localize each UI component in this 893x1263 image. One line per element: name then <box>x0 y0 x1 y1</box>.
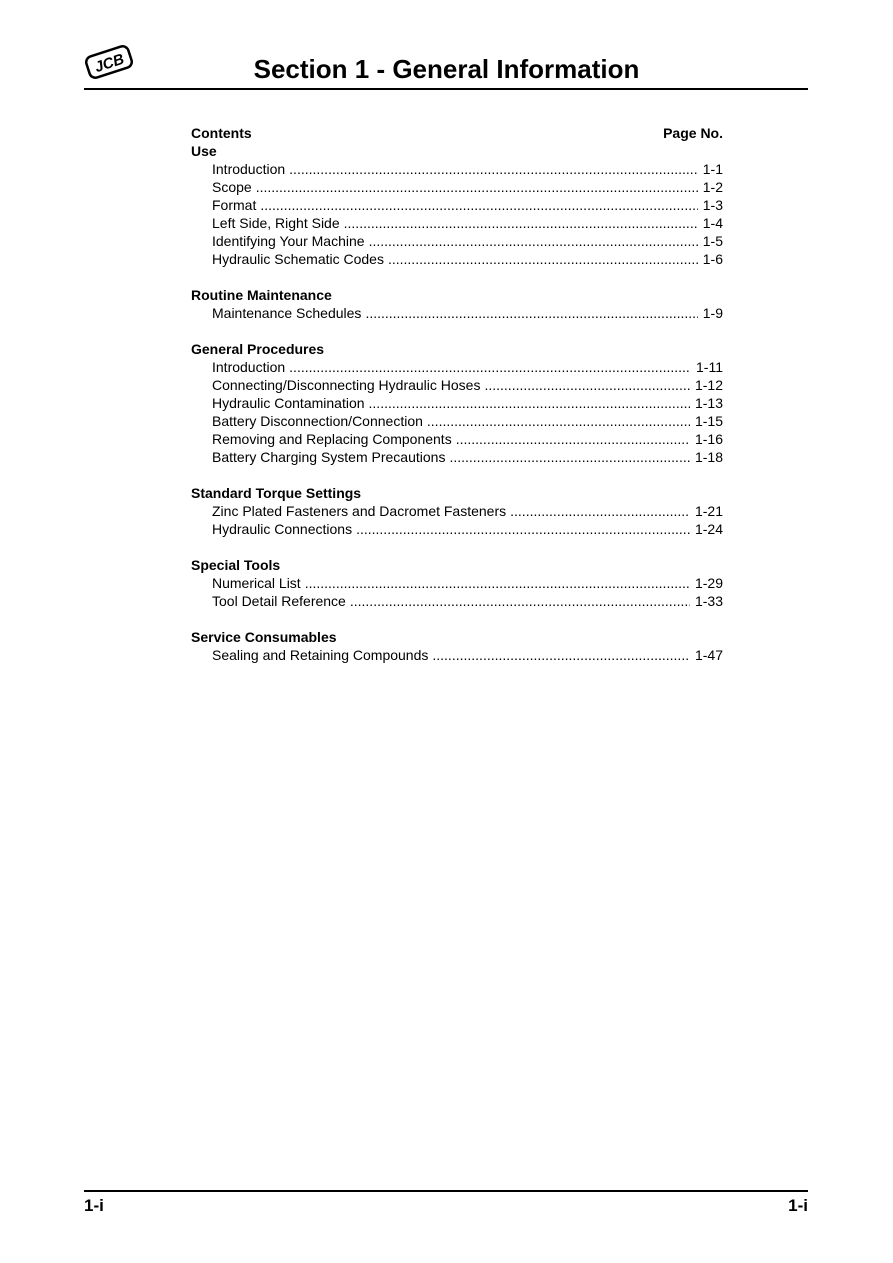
toc-section <box>191 628 723 664</box>
toc-entry[interactable] <box>191 214 723 232</box>
toc-entry-label: Hydraulic Schematic Codes <box>212 251 384 267</box>
toc-entry-label: Left Side, Right Side <box>212 215 340 231</box>
toc-section-title: Standard Torque Settings <box>191 485 362 501</box>
toc-section <box>191 556 723 610</box>
toc-entry-label: Hydraulic Contamination <box>212 395 365 411</box>
toc-entry-page: 1-33 <box>694 593 723 609</box>
toc-entry-label: Connecting/Disconnecting Hydraulic Hoses <box>212 377 481 393</box>
toc-entry-page: 1-12 <box>694 377 723 393</box>
toc-entry[interactable] <box>191 430 723 448</box>
toc-leader-dots <box>356 520 690 538</box>
toc-entry[interactable] <box>191 196 723 214</box>
toc-leader-dots <box>427 412 690 430</box>
toc-section <box>191 286 723 322</box>
toc-section-title: Service Consumables <box>191 629 337 645</box>
toc-section-title: Routine Maintenance <box>191 287 332 303</box>
toc-entry-label: Sealing and Retaining Compounds <box>212 647 429 663</box>
toc-entry[interactable] <box>191 646 723 664</box>
toc-entry-label: Introduction <box>212 161 286 177</box>
toc-entry[interactable] <box>191 412 723 430</box>
toc-leader-dots <box>256 178 698 196</box>
footer-divider <box>84 1190 808 1192</box>
toc-entry-label: Hydraulic Connections <box>212 521 353 537</box>
toc-entry[interactable] <box>191 160 723 178</box>
table-of-contents <box>191 124 723 682</box>
toc-entry-page: 1-1 <box>702 161 723 177</box>
toc-section-title: General Procedures <box>191 341 325 357</box>
page-number-right: 1-i <box>788 1196 808 1215</box>
toc-entry-page: 1-6 <box>702 251 723 267</box>
toc-entry[interactable] <box>191 232 723 250</box>
page-no-label: Page No. <box>663 125 723 141</box>
toc-entry-page: 1-16 <box>694 431 723 447</box>
toc-entry-page: 1-13 <box>694 395 723 411</box>
toc-entry[interactable] <box>191 358 723 376</box>
toc-entry-page: 1-18 <box>694 449 723 465</box>
toc-header <box>191 124 723 142</box>
toc-entry[interactable] <box>191 304 723 322</box>
toc-leader-dots <box>350 592 690 610</box>
svg-text:JCB: JCB <box>92 50 127 77</box>
toc-entry[interactable] <box>191 592 723 610</box>
page-title: Section 1 - General Information <box>253 54 640 84</box>
toc-entry-label: Tool Detail Reference <box>212 593 346 609</box>
toc-entry[interactable] <box>191 520 723 538</box>
toc-entry-label: Removing and Replacing Components <box>212 431 452 447</box>
toc-leader-dots <box>305 574 690 592</box>
toc-entry-page: 1-24 <box>694 521 723 537</box>
toc-leader-dots <box>456 430 690 448</box>
toc-entry-label: Battery Charging System Precautions <box>212 449 446 465</box>
toc-leader-dots <box>432 646 690 664</box>
toc-leader-dots <box>449 448 690 466</box>
toc-section-title: Use <box>191 143 217 159</box>
toc-entry-label: Introduction <box>212 359 286 375</box>
toc-entry-page: 1-4 <box>702 215 723 231</box>
toc-entry-page: 1-5 <box>702 233 723 249</box>
toc-section-title: Special Tools <box>191 557 281 573</box>
toc-section <box>191 484 723 538</box>
toc-leader-dots <box>388 250 698 268</box>
toc-leader-dots <box>484 376 690 394</box>
toc-entry-page: 1-21 <box>694 503 723 519</box>
page-number-left: 1-i <box>84 1196 104 1215</box>
toc-entry-label: Battery Disconnection/Connection <box>212 413 423 429</box>
toc-sections <box>191 142 723 664</box>
toc-entry-label: Numerical List <box>212 575 301 591</box>
toc-entry[interactable] <box>191 574 723 592</box>
toc-entry[interactable] <box>191 502 723 520</box>
contents-label: Contents <box>191 125 252 141</box>
toc-leader-dots <box>510 502 690 520</box>
toc-leader-dots <box>369 394 690 412</box>
toc-entry-label: Format <box>212 197 257 213</box>
toc-entry-label: Maintenance Schedules <box>212 305 362 321</box>
toc-entry[interactable] <box>191 250 723 268</box>
toc-entry-page: 1-29 <box>694 575 723 591</box>
toc-section <box>191 340 723 466</box>
toc-entry[interactable] <box>191 178 723 196</box>
toc-entry-page: 1-9 <box>702 305 723 321</box>
toc-entry-page: 1-15 <box>694 413 723 429</box>
toc-leader-dots <box>260 196 697 214</box>
toc-leader-dots <box>344 214 698 232</box>
toc-leader-dots <box>289 160 698 178</box>
toc-section <box>191 142 723 268</box>
toc-leader-dots <box>369 232 698 250</box>
toc-entry-page: 1-3 <box>702 197 723 213</box>
toc-entry[interactable] <box>191 376 723 394</box>
toc-entry-page: 1-47 <box>694 647 723 663</box>
toc-entry-label: Scope <box>212 179 252 195</box>
toc-entry-label: Zinc Plated Fasteners and Dacromet Fasteners <box>212 503 507 519</box>
toc-leader-dots <box>289 358 691 376</box>
toc-entry[interactable] <box>191 448 723 466</box>
header-divider <box>84 88 808 90</box>
toc-entry[interactable] <box>191 394 723 412</box>
toc-entry-page: 1-2 <box>702 179 723 195</box>
toc-leader-dots <box>365 304 697 322</box>
toc-entry-page: 1-11 <box>696 359 723 375</box>
toc-entry-label: Identifying Your Machine <box>212 233 365 249</box>
